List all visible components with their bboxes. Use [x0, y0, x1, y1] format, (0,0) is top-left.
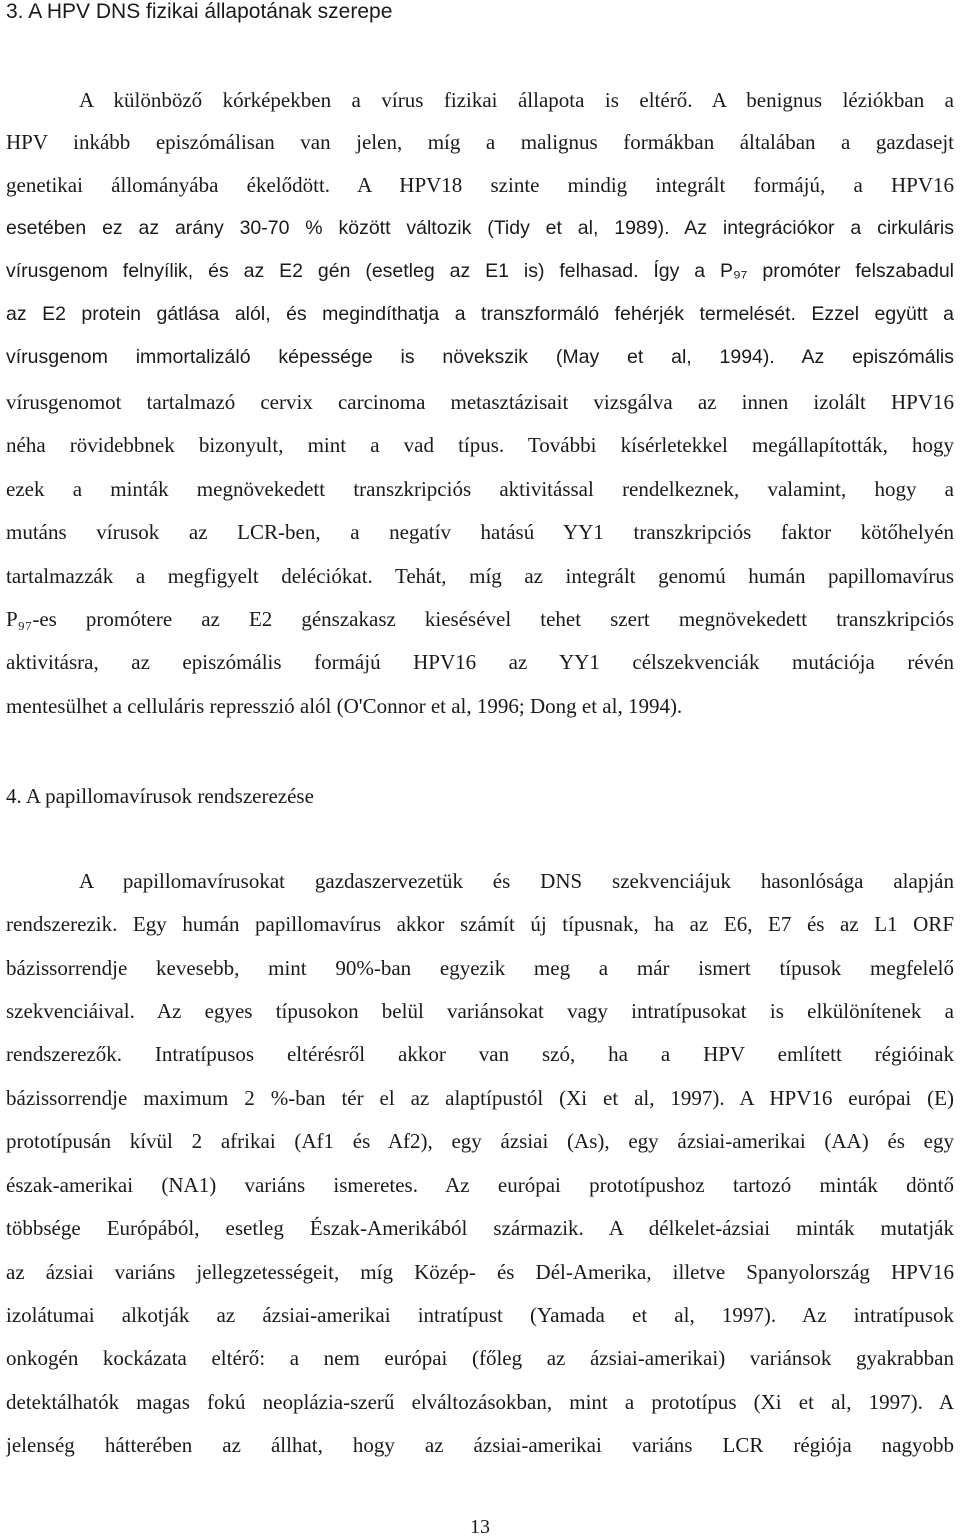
text-line: vírusgenom felnyílik, és az E2 gén (esetleg az E1 is) felhasad. Így a P₉₇ promóter felszabadul [6, 260, 954, 282]
text-line: vírusgenom immortalizáló képessége is növekszik (May et al, 1994). Az episzómális [6, 346, 954, 368]
text-line: néha rövidebbnek bizonyult, mint a vad típus. További kísérletekkel megállapították, hogy [6, 433, 954, 457]
text-line: ezek a minták megnövekedett transzkripciós aktivitással rendelkeznek, valamint, hogy a [6, 477, 954, 501]
text-line: bázissorrendje kevesebb, mint 90%-ban egyezik meg a már ismert típusok megfelelő [6, 956, 954, 980]
text-line: jelenség hátterében az állhat, hogy az ázsiai-amerikai variáns LCR régiója nagyobb [6, 1433, 954, 1457]
text-line: mutáns vírusok az LCR-ben, a negatív hatású YY1 transzkripciós faktor kötőhelyén [6, 520, 954, 544]
text-line: tartalmazzák a megfigyelt deléciókat. Tehát, míg az integrált genomú humán papillomavírus [6, 564, 954, 588]
text-line: prototípusán kívül 2 afrikai (Af1 és Af2), egy ázsiai (As), egy ázsiai-amerikai (AA) és egy [6, 1129, 954, 1153]
text-line: detektálhatók magas fokú neoplázia-szerű elváltozásokban, mint a prototípus (Xi et al, 1997). A [6, 1390, 954, 1414]
text-line: izolátumai alkotják az ázsiai-amerikai intratípust (Yamada et al, 1997). Az intratípusok [6, 1303, 954, 1327]
text-line: mentesülhet a celluláris represszió alól (O'Connor et al, 1996; Dong et al, 1994). [6, 694, 683, 718]
text-line: rendszerezik. Egy humán papillomavírus akkor számít új típusnak, ha az E6, E7 és az L1 ORF [6, 912, 954, 936]
text-line: többsége Európából, esetleg Észak-Amerikából származik. A délkelet-ázsiai minták mutatják [6, 1216, 954, 1240]
text-line: A papillomavírusokat gazdaszervezetük és DNS szekvenciájuk hasonlósága alapján [79, 869, 954, 893]
text-line: vírusgenomot tartalmazó cervix carcinoma metasztázisait vizsgálva az innen izolált HPV16 [6, 390, 954, 414]
text-line: észak-amerikai (NA1) variáns ismeretes. Az európai prototípushoz tartozó minták döntő [6, 1173, 954, 1197]
section-3-heading: 3. A HPV DNS fizikai állapotának szerepe [6, 0, 393, 23]
text-line: aktivitásra, az episzómális formájú HPV16 az YY1 célszekvenciák mutációja révén [6, 650, 954, 674]
text-line: bázissorrendje maximum 2 %-ban tér el az alaptípustól (Xi et al, 1997). A HPV16 európai (E) [6, 1086, 954, 1110]
text-line: genetikai állományába ékelődött. A HPV18 szinte mindig integrált formájú, a HPV16 [6, 173, 954, 197]
text-line: az E2 protein gátlása alól, és megindíthatja a transzformáló fehérjék termelését. Ezzel együtt a [6, 303, 954, 325]
text-line: P₉₇-es promótere az E2 génszakasz kiesésével tehet szert megnövekedett transzkripciós [6, 607, 954, 631]
text-line: HPV inkább episzómálisan van jelen, míg a malignus formákban általában a gazdasejt [6, 130, 954, 154]
text-line: esetében ez az arány 30-70 % között változik (Tidy et al, 1989). Az integrációkor a cirkuláris [6, 217, 954, 239]
text-line: szekvenciáival. Az egyes típusokon belül variánsokat vagy intratípusokat is elkülönítenek a [6, 999, 954, 1023]
text-line: az ázsiai variáns jellegzetességeit, míg Közép- és Dél-Amerika, illetve Spanyolország HPV16 [6, 1260, 954, 1284]
section-4-heading: 4. A papillomavírusok rendszerezése [6, 784, 314, 808]
page-number: 13 [470, 1516, 490, 1538]
text-line: onkogén kockázata eltérő: a nem európai (főleg az ázsiai-amerikai) variánsok gyakrabban [6, 1346, 954, 1370]
text-line: A különböző kórképekben a vírus fizikai állapota is eltérő. A benignus léziókban a [79, 88, 954, 112]
text-line: rendszerezők. Intratípusos eltérésről akkor van szó, ha a HPV említett régióinak [6, 1042, 954, 1066]
